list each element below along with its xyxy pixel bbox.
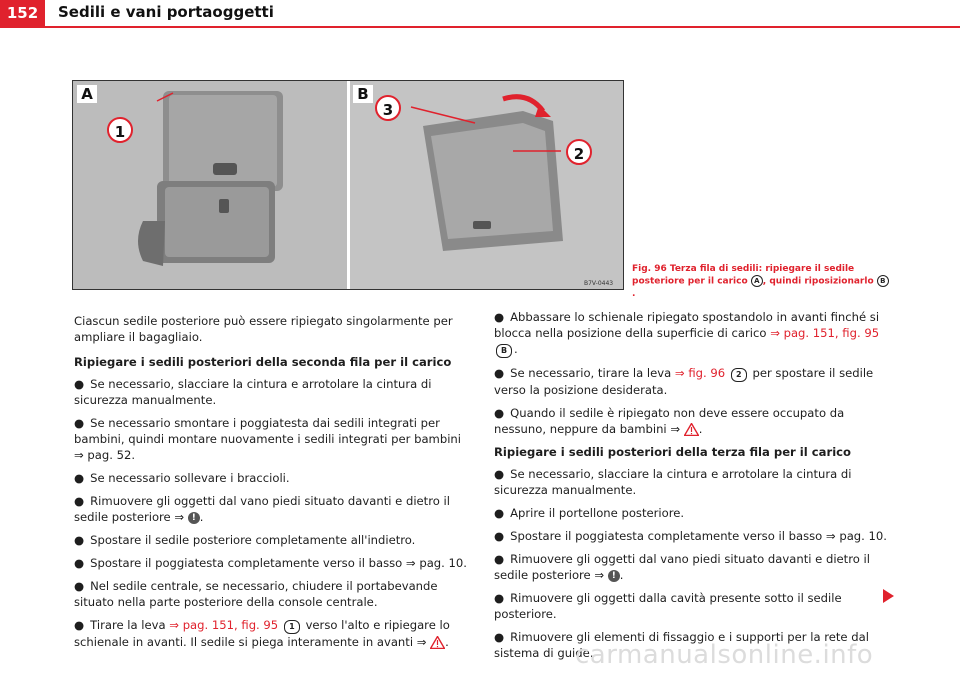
- bullet-icon: ●: [494, 552, 505, 566]
- figure-link[interactable]: ⇒ fig. 96: [674, 366, 726, 380]
- header-rule: [0, 26, 960, 28]
- panel-label-a: A: [77, 85, 97, 103]
- next-page-arrow-icon[interactable]: [883, 589, 894, 603]
- list-item-text: Se necessario smontare i poggiatesta dai sedili integrati per bambini, quindi montare nuovamente i sedili integrati per bambini ⇒ pag. 52.: [74, 416, 461, 462]
- page-link[interactable]: ⇒ pag. 151, fig. 95: [169, 618, 279, 632]
- list-item-text: Spostare il poggiatesta completamente verso il basso ⇒ pag. 10.: [510, 529, 887, 543]
- bullet-icon: ●: [74, 618, 85, 632]
- list-item-text: Rimuovere gli oggetti dalla cavità presente sotto il sedile posteriore.: [494, 591, 842, 621]
- section-heading-third-row: Ripiegare i sedili posteriori della terza fila per il carico: [494, 445, 852, 459]
- image-code: B7V-0443: [584, 280, 614, 287]
- list-item: [494, 309, 890, 358]
- warning-icon[interactable]: [430, 636, 445, 649]
- list-item-end: .: [619, 568, 624, 582]
- figure-divider: [347, 81, 350, 289]
- intro-paragraph: Ciascun sedile posteriore può essere ripiegato singolarmente per ampliare il bagagliaio.: [74, 314, 453, 344]
- callout-3: 3: [375, 95, 401, 121]
- list-item-text: Rimuovere gli elementi di fissaggio e i supporti per la rete dal sistema di guide.: [494, 630, 869, 660]
- callout-badge-1: 1: [284, 620, 300, 634]
- list-item-text: verso l'alto e ripiegare lo schienale in avanti. Il sedile si piega interamente in avanti ⇒: [74, 618, 450, 649]
- list-item-text: Se necessario, slacciare la cintura e arrotolare la cintura di sicurezza manualmente.: [494, 467, 852, 497]
- list-item: [74, 555, 469, 571]
- bullet-icon: ●: [74, 416, 85, 430]
- list-item: [494, 365, 890, 398]
- figure-96: [72, 80, 624, 290]
- bullet-icon: ●: [494, 630, 505, 644]
- bullet-icon: ●: [494, 406, 505, 420]
- bullet-icon: ●: [74, 471, 85, 485]
- bullet-icon: ●: [74, 533, 85, 547]
- list-item: [74, 470, 469, 486]
- list-item-text: Aprire il portellone posteriore.: [510, 506, 685, 520]
- list-item: [74, 617, 469, 650]
- callout-badge-2: 2: [731, 368, 747, 382]
- bullet-icon: ●: [494, 529, 505, 543]
- left-column: [74, 313, 469, 657]
- list-item-text: Se necessario, tirare la leva: [510, 366, 672, 380]
- list-item: [494, 505, 890, 521]
- list-item: [494, 466, 890, 498]
- list-item-text: Rimuovere gli oggetti dal vano piedi situato davanti e dietro il sedile posteriore ⇒: [74, 494, 450, 524]
- list-item: [494, 528, 890, 544]
- list-item-text: per spostare il sedile verso la posizione desiderata.: [494, 366, 874, 397]
- page-link[interactable]: ⇒ pag. 151, fig. 95: [770, 326, 880, 340]
- bullet-icon: ●: [494, 591, 505, 605]
- list-item-text: Nel sedile centrale, se necessario, chiudere il portabevande situato nella parte posteriore della console centrale.: [74, 579, 438, 609]
- figure-caption: [632, 263, 892, 300]
- note-icon[interactable]: !: [608, 570, 620, 582]
- list-item: [494, 551, 890, 583]
- panel-label-b: B: [353, 85, 373, 103]
- callout-1: 1: [107, 117, 133, 143]
- bullet-icon: ●: [74, 556, 85, 570]
- bullet-icon: ●: [494, 310, 505, 324]
- callout-2: 2: [566, 139, 592, 165]
- caption-badge-a: A: [751, 275, 763, 287]
- list-item-text: Tirare la leva: [90, 618, 166, 632]
- list-item-end: .: [445, 635, 449, 649]
- bullet-icon: ●: [494, 467, 505, 481]
- list-item-text: Quando il sedile è ripiegato non deve essere occupato da nessuno, neppure da bambini ⇒: [494, 406, 845, 436]
- watermark: carmanualsonline.info: [575, 640, 874, 670]
- list-item: [74, 578, 469, 610]
- list-item: [494, 590, 890, 622]
- list-item: [74, 376, 469, 408]
- right-column: [494, 309, 890, 668]
- page-number: 152: [0, 0, 45, 26]
- list-item-end: .: [514, 342, 518, 356]
- list-item-text: Se necessario sollevare i braccioli.: [90, 471, 290, 485]
- list-item-text: Abbassare lo schienale ripiegato spostandolo in avanti finché si blocca nella posizione della superficie di carico: [494, 310, 880, 340]
- list-item: [494, 405, 890, 437]
- caption-text: Fig. 96 Terza fila di sedili: ripiegare il sedile posteriore per il carico: [632, 264, 855, 287]
- bullet-icon: ●: [494, 506, 505, 520]
- bullet-icon: ●: [74, 579, 85, 593]
- list-item: [74, 532, 469, 548]
- list-item: [74, 493, 469, 525]
- callout-badge-b: B: [496, 344, 512, 358]
- caption-end: .: [632, 288, 636, 299]
- note-icon[interactable]: !: [188, 512, 200, 524]
- caption-badge-b: B: [877, 275, 889, 287]
- list-item-text: Spostare il poggiatesta completamente verso il basso ⇒ pag. 10.: [90, 556, 467, 570]
- bullet-icon: ●: [74, 494, 85, 508]
- page-title: Sedili e vani portaoggetti: [58, 3, 274, 21]
- section-heading-second-row: Ripiegare i sedili posteriori della seconda fila per il carico: [74, 355, 452, 369]
- caption-middle: , quindi riposizionarlo: [762, 276, 874, 287]
- list-item-end: .: [199, 510, 204, 524]
- list-item: [74, 415, 469, 463]
- bullet-icon: ●: [74, 377, 85, 391]
- warning-icon[interactable]: [684, 423, 699, 436]
- list-item-text: Spostare il sedile posteriore completamente all'indietro.: [90, 533, 416, 547]
- list-item-text: Rimuovere gli oggetti dal vano piedi situato davanti e dietro il sedile posteriore ⇒: [494, 552, 870, 582]
- list-item-text: Se necessario, slacciare la cintura e arrotolare la cintura di sicurezza manualmente.: [74, 377, 432, 407]
- list-item-end: .: [698, 422, 703, 436]
- bullet-icon: ●: [494, 366, 505, 380]
